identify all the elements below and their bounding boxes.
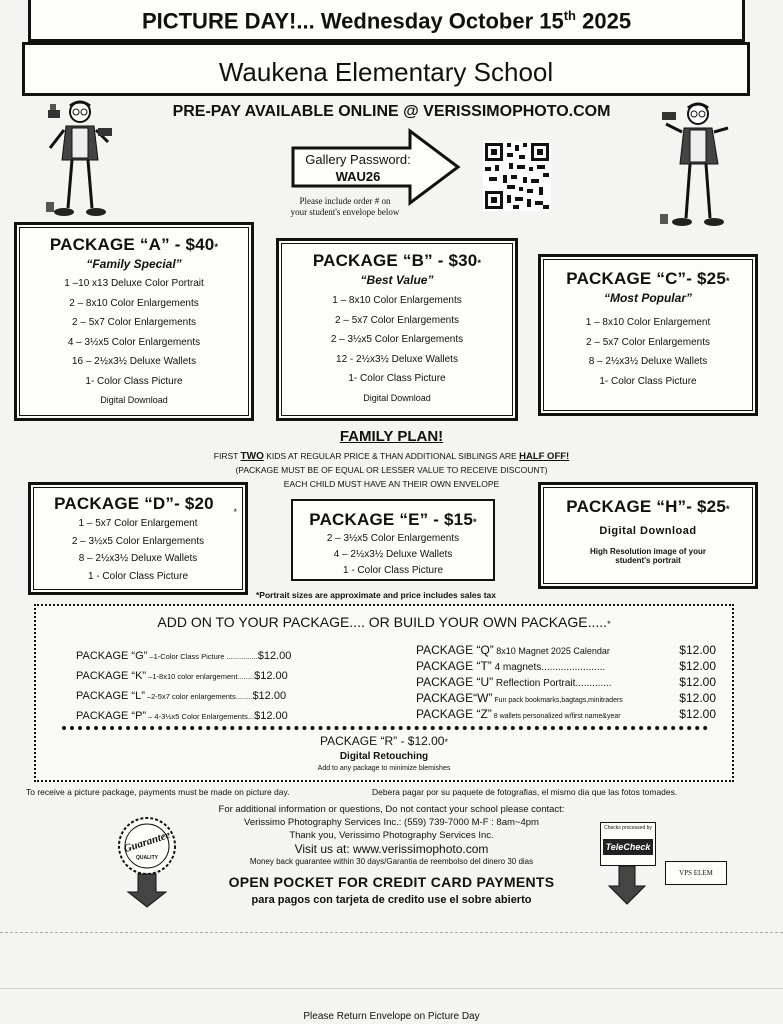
family-plan-line3: EACH CHILD MUST HAVE AN THEIR OWN ENVELOPE <box>283 479 500 489</box>
family-plan-line2: (PACKAGE MUST BE OF EQUAL OR LESSER VALUE TO RECEIVE DISCOUNT) <box>235 465 548 475</box>
package-c-card <box>538 254 758 416</box>
payment-spanish: Debera pagar por su paquete de fotografias, el mismo dia que las fotos tomades. <box>372 787 678 797</box>
package-a-title: PACKAGE “A” - $40* <box>49 235 219 254</box>
addon-item-w: PACKAGE“W” Fun pack bookmarks,bagtags,minitraders $12.00 <box>416 691 716 705</box>
addon-item-g: PACKAGE “G” –1-Color Class Picture ...............$12.00 <box>76 650 292 662</box>
package-a-item: 2 – 5x7 Color Enlargements <box>72 317 196 328</box>
package-h-note-line2: student's portrait <box>615 556 681 565</box>
package-h-note-line1: High Resolution image of your <box>589 547 706 556</box>
package-c-subtitle: “Most Popular” <box>603 291 692 305</box>
package-a-subtitle: “Family Special” <box>86 257 182 271</box>
package-b-item: 1 – 8x10 Color Enlargements <box>332 295 462 306</box>
telecheck-arrow-icon <box>607 866 647 906</box>
order-note-line2: your student's envelope below <box>290 207 400 217</box>
package-a-item: Digital Download <box>100 395 168 405</box>
qr-code-icon[interactable] <box>483 141 551 211</box>
title-banner <box>28 0 745 42</box>
prepay-notice: PRE-PAY AVAILABLE ONLINE @ VERISSIMOPHOTO.COM <box>172 103 611 120</box>
page-title: PICTURE DAY!... Wednesday October 15th 2025 <box>141 8 632 34</box>
guarantee-seal-small: QUALITY <box>136 855 158 861</box>
telecheck-logo <box>600 822 656 866</box>
package-a-item: 1 –10 x13 Deluxe Color Portrait <box>64 278 204 289</box>
package-e-item: 4 – 2½x3½ Deluxe Wallets <box>333 549 453 560</box>
package-r-title: PACKAGE “R” - $12.00* <box>319 734 448 748</box>
package-e-title: PACKAGE “E” - $15* <box>309 510 477 529</box>
package-h-subtitle: Digital Download <box>599 525 697 537</box>
package-c-item: 8 – 2½x3½ Deluxe Wallets <box>588 356 708 367</box>
addon-item-u: PACKAGE “U” Reflection Portrait............. $12.00 <box>416 675 716 689</box>
package-a-item: 16 – 2½x3½ Deluxe Wallets <box>71 356 197 367</box>
addon-item-z: PACKAGE “Z” 8 wallets personalized w/first name&year $12.00 <box>416 707 716 721</box>
addon-item-k: PACKAGE “K” –1-8x10 color enlargement........$12.00 <box>76 670 288 682</box>
addon-item-l: PACKAGE “L” –2-5x7 color enlargements........$12.00 <box>76 690 287 702</box>
order-note-line1: Please include order # on <box>299 196 391 206</box>
package-a-card <box>14 222 254 421</box>
portrait-note: *Portrait sizes are approximate and price includes sales tax <box>256 590 496 600</box>
para-pagos-notice: para pagos con tarjeta de credito use el sobre abierto <box>251 894 532 906</box>
package-a-item: 1- Color Class Picture <box>85 375 183 387</box>
school-banner <box>22 42 750 96</box>
package-h-title: PACKAGE “H”- $25* <box>566 497 730 516</box>
package-b-subtitle: “Best Value” <box>360 273 434 287</box>
perforation-line <box>0 932 783 933</box>
package-d-item: 8 – 2½x3½ Deluxe Wallets <box>78 553 198 564</box>
package-b-item: Digital Download <box>363 392 431 403</box>
gallery-password: WAU26 <box>335 169 381 184</box>
addon-divider <box>62 726 708 730</box>
addon-item-q: PACKAGE “Q” 8x10 Magnet 2025 Calendar $12.00 <box>416 643 716 657</box>
package-e-card <box>291 499 495 581</box>
package-r-subtitle: Digital Retouching <box>339 751 429 762</box>
telecheck-text: TeleCheck <box>603 839 653 855</box>
guarantee-seal-text: Guarantee <box>122 828 172 856</box>
addon-title: ADD ON TO YOUR PACKAGE.... OR BUILD YOUR OWN PACKAGE.....* <box>157 614 611 630</box>
package-d-title: PACKAGE “D”- $20 <box>54 494 214 513</box>
package-b-title: PACKAGE “B” - $30* <box>312 251 482 270</box>
package-d-item: 1 - Color Class Picture <box>87 570 189 582</box>
package-d-card <box>28 482 248 595</box>
package-a-item: 2 – 8x10 Color Enlargements <box>69 297 199 309</box>
vps-elem-code: VPS ELEM <box>665 861 727 885</box>
money-back-guarantee: Money back guarantee within 30 days/Garantia de reembolso del dinero 30 dias <box>249 857 534 866</box>
contact-line3: Thank you, Verissimo Photography Services Inc. <box>289 830 494 841</box>
package-c-title: PACKAGE “C”- $25* <box>566 269 730 288</box>
telecheck-top-text: Checks processed by <box>604 825 652 831</box>
package-r-note: Add to any package to minimize blemishes <box>317 765 451 772</box>
package-e-item: 1 - Color Class Picture <box>342 565 444 576</box>
school-name: Waukena Elementary School <box>218 57 554 87</box>
footer-return-note: Please Return Envelope on Picture Day <box>303 1011 480 1022</box>
contact-line1: For additional information or questions, Do not contact your school please contact: <box>218 804 565 815</box>
package-b-item: 12 - 2½x3½ Deluxe Wallets <box>336 353 458 365</box>
open-pocket-notice: OPEN POCKET FOR CREDIT CARD PAYMENTS <box>228 874 555 890</box>
contact-line2: Verissimo Photography Services Inc.: (559) 739-7000 M-F : 8am~4pm <box>244 817 539 828</box>
package-d-item: 1 – 5x7 Color Enlargement <box>78 518 198 529</box>
photographer-cartoon-left-icon <box>42 98 114 220</box>
gallery-arrow-icon <box>290 128 462 206</box>
package-b-card <box>276 238 518 421</box>
gallery-password-label: Gallery Password: <box>305 152 411 167</box>
envelope-fold-line <box>0 988 783 989</box>
package-b-item: 1- Color Class Picture <box>348 373 446 384</box>
package-e-item: 2 – 3½x5 Color Enlargements <box>326 533 460 544</box>
family-plan-line1: FIRST TWO KIDS AT REGULAR PRICE & THAN ADDITIONAL SIBLINGS ARE HALF OFF! <box>213 451 570 462</box>
package-d-asterisk: * <box>233 507 237 517</box>
package-b-item: 2 – 5x7 Color Enlargements <box>335 314 459 326</box>
package-d-item: 2 – 3½x5 Color Enlargements <box>71 535 205 547</box>
package-h-card <box>538 482 758 589</box>
package-c-item: 2 – 5x7 Color Enlargements <box>586 336 710 348</box>
package-c-item: 1- Color Class Picture <box>599 375 697 387</box>
addon-item-p: PACKAGE “P” – 4-3½x5 Color Enlargements...$12.00 <box>76 710 288 722</box>
package-c-item: 1 – 8x10 Color Enlargement <box>585 317 711 328</box>
package-a-item: 4 – 3½x5 Color Enlargements <box>67 336 201 348</box>
addon-item-t: PACKAGE “T” 4 magnets....................... $12.00 <box>416 659 716 673</box>
package-b-item: 2 – 3½x5 Color Enlargements <box>330 334 464 345</box>
photographer-cartoon-right-icon <box>660 98 732 232</box>
family-plan-title: FAMILY PLAN! <box>339 428 444 445</box>
payment-english: To receive a picture package, payments must be made on picture day. <box>26 787 290 797</box>
visit-website[interactable]: Visit us at: www.verissimophoto.com <box>294 842 489 856</box>
